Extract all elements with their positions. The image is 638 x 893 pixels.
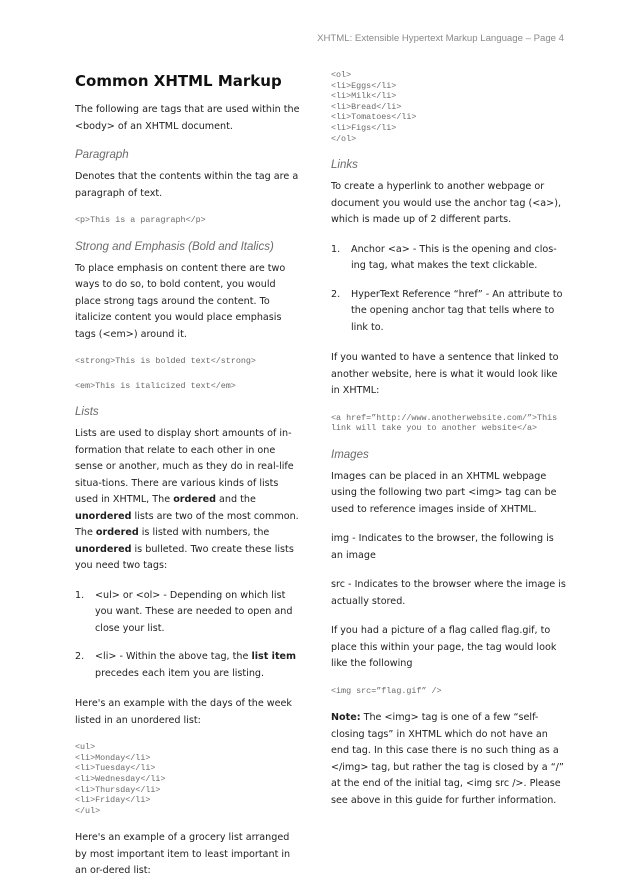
list-number: 1.	[331, 243, 341, 255]
code-week-list: <ul> <li>Monday</li> <li>Tuesday</li> <li>Wednesday</li> <li>Thursday</li> <li>Friday</li> </ul>	[75, 742, 166, 816]
list-item	[331, 242, 567, 275]
img-definition: img - Indicates to the browser, the following is an image	[331, 533, 554, 561]
code-grocery-list: <ol> <li>Eggs</li> <li>Milk</li> <li>Bread</li> <li>Tomatoes</li> <li>Figs</li> </ol>	[331, 70, 417, 144]
running-header: XHTML: Extensible Hypertext Markup Language – Page 4	[317, 33, 564, 44]
list-number: 2.	[75, 651, 85, 663]
list-number: 1.	[75, 589, 85, 601]
section-title: Common XHTML Markup	[75, 72, 282, 90]
note-text: The <img> tag is one of a few “self-closing tags” in XHTML which do not have an end tag. In this case there is no such thing as a </img> tag, but rather the tag is closed by a “/” at the end of the initial tag, <img src />. Please see above in this guide for further information.	[331, 712, 564, 806]
lists-text-part: and the	[216, 494, 256, 506]
images-description: Images can be placed in an XHTML webpage using the following two part <img> tag can be used to reference images inside of XHTML.	[331, 470, 557, 515]
heading-lists: Lists	[75, 406, 99, 419]
code-anchor-example: <a href=”http://www.anotherwebsite.com/”>This link will take you to another website</a>	[331, 412, 563, 434]
heading-strong-emphasis: Strong and Emphasis (Bold and Italics)	[75, 240, 274, 253]
list-item-text: precedes each item you are listing.	[95, 667, 265, 679]
week-example-intro: Here's an example with the days of the week listed in an unordered list:	[75, 698, 292, 726]
flag-example-text: If you had a picture of a flag called flag.gif, to place this within your page, the tag would look like the following	[331, 625, 557, 670]
note-paragraph	[331, 710, 567, 809]
left-column	[75, 70, 303, 893]
code-paragraph-example: <p>This is a paragraph</p>	[75, 215, 206, 225]
list-item-text: Anchor <a> - This is the opening and clos-ing tag, what makes the text clickable.	[351, 243, 557, 272]
right-column	[331, 70, 567, 822]
heading-images: Images	[331, 448, 369, 461]
list-tags-list	[75, 588, 303, 683]
paragraph-description: Denotes that the contents within the tag are a paragraph of text.	[75, 171, 299, 199]
bold-ordered: ordered	[173, 494, 216, 506]
lists-text-part: is listed with numbers, the	[138, 527, 270, 539]
lists-description	[75, 426, 303, 575]
bold-ordered: ordered	[95, 527, 139, 539]
link-sentence-text: If you wanted to have a sentence that linked to another website, here is what it would look like in XHTML:	[331, 352, 559, 397]
code-em-example: <em>This is italicized text</em>	[75, 380, 236, 391]
src-definition: src - Indicates to the browser where the image is actually stored.	[331, 579, 566, 607]
links-description: To create a hyperlink to another webpage or document you would use the anchor tag (<a>), which is made up of 2 different parts.	[331, 181, 562, 226]
bold-unordered: unordered	[75, 543, 132, 555]
bold-list-item: list item	[251, 651, 297, 663]
heading-links: Links	[331, 159, 358, 172]
anchor-parts-list	[331, 242, 567, 337]
bold-unordered: unordered	[75, 510, 132, 522]
lists-text-part: is bulleted. Two create these lists you need two tags:	[75, 543, 294, 572]
list-item	[75, 649, 303, 682]
note-label: Note:	[331, 712, 361, 724]
lists-text-part: lists are two of the most common. The	[75, 510, 299, 539]
heading-paragraph: Paragraph	[75, 149, 129, 161]
list-item	[331, 287, 567, 337]
code-strong-example: <strong>This is bolded text</strong>	[75, 356, 256, 367]
grocery-example-intro: Here's an example of a grocery list arranged by most important item to least important in an or-dered list:	[75, 832, 291, 877]
list-item-text: <ul> or <ol> - Depending on which list you want. These are needed to open and close your list.	[95, 589, 293, 634]
strong-emphasis-description: To place emphasis on content there are two ways to do so, to bold content, you would place strong tags around the content. To italicize content you would place emphasis tags (<em>) around it.	[75, 262, 286, 340]
intro-paragraph: The following are tags that are used within the <body> of an XHTML document.	[75, 104, 300, 132]
lists-text-part: Lists are used to display short amounts of in-formation that relate to each other in one sense or another, much as they do in real-life situa-tions. There are various kinds of lists used in XHTML, The	[75, 428, 294, 506]
list-item-text: HyperText Reference “href” - An attribute to the opening anchor tag that tells where to link to.	[351, 288, 563, 333]
list-item-text: <li> - Within the above tag, the	[95, 651, 252, 663]
code-img-example: <img src=”flag.gif” />	[331, 685, 442, 696]
list-number: 2.	[331, 288, 341, 300]
list-item	[75, 588, 303, 638]
